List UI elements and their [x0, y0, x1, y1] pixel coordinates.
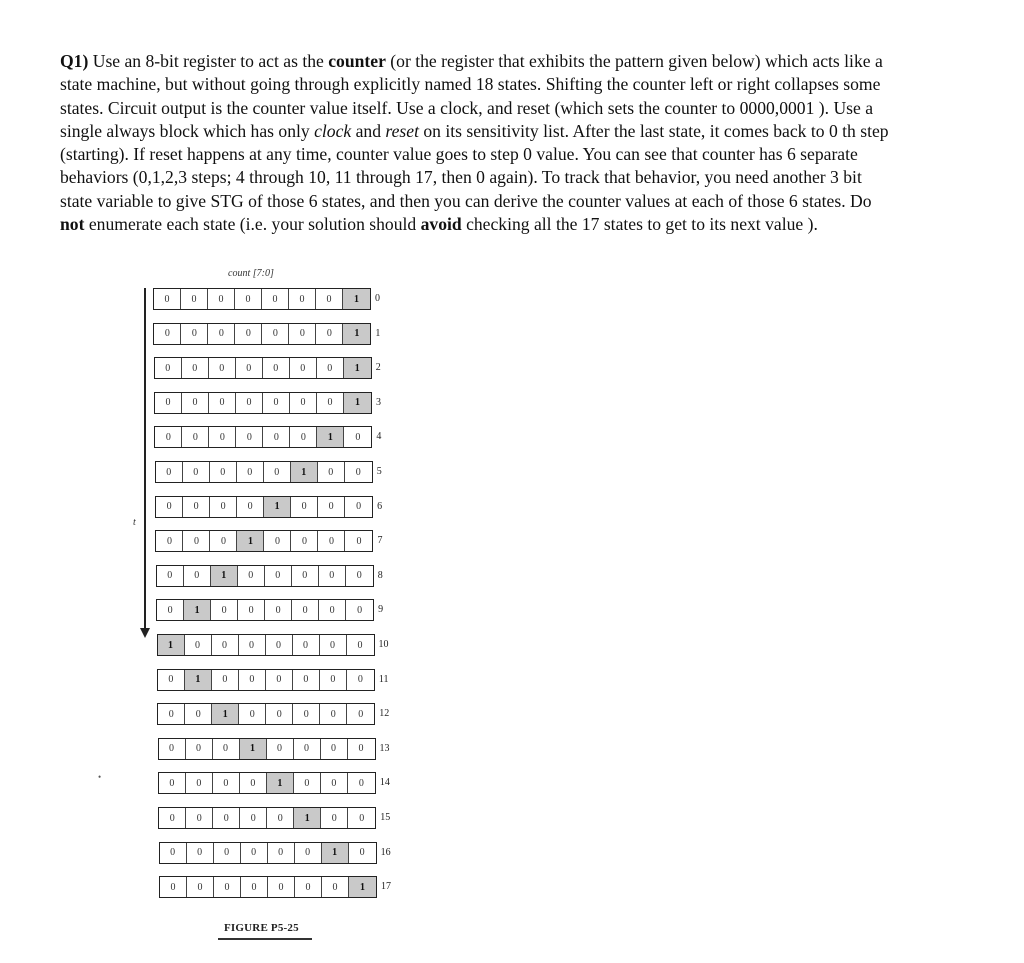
- bit-cell: 0: [316, 289, 343, 309]
- bit-cell: 0: [266, 635, 293, 655]
- bit-cell: 0: [263, 358, 290, 378]
- bit-cell: 0: [239, 670, 266, 690]
- bit-cell: 0: [267, 808, 294, 828]
- bit-cell: 0: [322, 877, 349, 897]
- bit-cell: 0: [293, 635, 320, 655]
- bit-cell: 0: [316, 324, 343, 344]
- bit-cell: 0: [211, 600, 238, 620]
- bit-cell: 0: [262, 289, 289, 309]
- bit-cell: 0: [359, 847, 365, 859]
- bit-cell: 0: [290, 427, 317, 447]
- time-arrow: [144, 288, 146, 630]
- bit-cell: 0: [268, 843, 295, 863]
- bit-cell: 0: [317, 358, 344, 378]
- step-number: 9: [378, 604, 384, 616]
- bit-cell: 1: [343, 289, 370, 309]
- question-segment: clock: [314, 120, 352, 141]
- bit-cell: 1: [212, 704, 239, 724]
- step-number: 15: [380, 812, 391, 823]
- bit-cell: 0: [235, 289, 262, 309]
- bit-cell: 1: [185, 670, 212, 690]
- bit-cell: 0: [293, 704, 320, 724]
- counter-row: [157, 634, 375, 656]
- bit-cell: 0: [293, 670, 320, 690]
- bit-cell: 0: [356, 535, 362, 547]
- bit-cell: 0: [155, 393, 182, 413]
- counter-row: [157, 703, 375, 725]
- question-segment: not: [60, 214, 85, 235]
- bit-cell: 0: [236, 393, 263, 413]
- bit-cell: 0: [239, 704, 266, 724]
- bit-cell: 0: [290, 358, 317, 378]
- bit-cell: 0: [156, 531, 183, 551]
- bit-cell: 0: [295, 877, 322, 897]
- bit-cell: 1: [158, 635, 185, 655]
- bit-cell: 0: [210, 462, 237, 482]
- bit-cell: 0: [267, 739, 294, 759]
- bit-cell: 1: [211, 566, 238, 586]
- bit-cell: 0: [157, 566, 184, 586]
- step-number: 4: [376, 431, 382, 443]
- step-number: 8: [377, 569, 383, 581]
- question-segment: checking all the 17 states to get to its next value ).: [461, 214, 818, 235]
- bit-cell: 0: [237, 497, 264, 517]
- bit-cell: 0: [239, 635, 266, 655]
- bit-cell: 0: [187, 843, 214, 863]
- bit-cell: 1: [237, 531, 264, 551]
- bit-cell: 0: [158, 670, 185, 690]
- bit-cell: 0: [266, 704, 293, 724]
- question-segment: (or the register that exhibits the pattern given below) which acts like a state machine, but without going through explicitly named 18 states. Shifting the counter left or right collapses some states. Circuit output is the counter value itself. Use a clock, and reset (which sets the counter to 0000,0001 ). Use a single always block which has only: [60, 51, 883, 141]
- bit-cell: 1: [344, 358, 371, 378]
- bit-cell: 0: [268, 877, 295, 897]
- bit-cell: 0: [355, 466, 361, 478]
- step-number: 2: [375, 362, 381, 374]
- bit-cell: 0: [185, 704, 212, 724]
- bit-cell: 0: [156, 497, 183, 517]
- bit-cell: 0: [357, 674, 363, 686]
- bit-cell: 0: [209, 427, 236, 447]
- bit-cell: 0: [265, 600, 292, 620]
- counter-row: [158, 772, 376, 794]
- step-number: 12: [379, 708, 390, 720]
- bit-cell: 0: [236, 427, 263, 447]
- bit-cell: 0: [160, 877, 187, 897]
- step-number: 7: [377, 535, 383, 547]
- bit-cell: 1: [344, 393, 371, 413]
- bit-cell: 0: [321, 739, 348, 759]
- bit-cell: 1: [349, 877, 376, 897]
- bit-cell: 0: [358, 743, 364, 755]
- bit-cell: 0: [292, 600, 319, 620]
- step-number: 10: [378, 639, 389, 650]
- question-segment: on its sensitivity list. After the last state, it comes back to 0 th step (starting). If reset happens at any time, counter value goes to step 0 value. You can see that counter has 6 separate behaviors (0,1,2,3 steps; 4 through 10, 11 through 17, then 0 again). To track that behavior, you need another 3 bit state variable to give STG of those 6 states, and then you can derive the counter values at each of those 6 states. Do: [60, 120, 889, 211]
- bit-cell: 0: [263, 393, 290, 413]
- counter-row: [155, 530, 373, 552]
- bit-cell: 0: [212, 670, 239, 690]
- counter-row: [154, 426, 372, 448]
- bit-cell: 1: [184, 600, 211, 620]
- question-segment: reset: [385, 120, 419, 141]
- bit-cell: 0: [263, 427, 290, 447]
- bit-cell: 1: [240, 739, 267, 759]
- bit-cell: 0: [359, 812, 365, 824]
- bit-cell: 0: [289, 289, 316, 309]
- bit-cell: 0: [318, 462, 345, 482]
- bit-cell: 0: [213, 739, 240, 759]
- bit-cell: 0: [186, 773, 213, 793]
- bit-cell: 0: [159, 808, 186, 828]
- question-label: Q1): [60, 51, 89, 71]
- step-number: 6: [377, 500, 383, 512]
- bit-cell: 0: [292, 566, 319, 586]
- bit-cell: 0: [213, 773, 240, 793]
- bit-cell: 0: [290, 393, 317, 413]
- step-number: 13: [379, 742, 390, 754]
- figure-caption-underline: [218, 938, 312, 940]
- bit-cell: 0: [321, 808, 348, 828]
- bit-cell: 0: [156, 462, 183, 482]
- bit-cell: 0: [160, 843, 187, 863]
- counter-row: [156, 599, 374, 621]
- bit-cell: 0: [184, 566, 211, 586]
- counter-row: [156, 565, 374, 587]
- count-label: count [7:0]: [228, 268, 274, 279]
- bit-cell: 0: [262, 324, 289, 344]
- bit-cell: 1: [294, 808, 321, 828]
- step-number: 14: [379, 777, 390, 789]
- bit-cell: 0: [238, 566, 265, 586]
- bit-cell: 1: [317, 427, 344, 447]
- question-segment: and: [351, 120, 386, 141]
- counter-row: [155, 496, 373, 518]
- question-segment: counter: [328, 51, 386, 71]
- bit-cell: 0: [355, 431, 361, 443]
- stray-mark: •: [98, 772, 102, 782]
- bit-cell: 0: [154, 289, 181, 309]
- bit-cell: 1: [267, 773, 294, 793]
- bit-cell: 0: [210, 497, 237, 517]
- step-number: 0: [375, 293, 380, 304]
- bit-cell: 0: [240, 773, 267, 793]
- bit-cell: 0: [321, 773, 348, 793]
- counter-row: [159, 842, 377, 864]
- question-segment: enumerate each state (i.e. your solution should: [84, 214, 421, 235]
- bit-cell: 1: [291, 462, 318, 482]
- bit-cell: 0: [155, 427, 182, 447]
- bit-cell: 0: [291, 497, 318, 517]
- bit-cell: 0: [241, 843, 268, 863]
- bit-cell: 0: [181, 289, 208, 309]
- bit-cell: 0: [264, 462, 291, 482]
- counter-row: [155, 461, 373, 483]
- bit-cell: 0: [214, 877, 241, 897]
- figure-caption: FIGURE P5-25: [224, 922, 299, 934]
- bit-cell: 1: [322, 843, 349, 863]
- bit-cell: 0: [209, 393, 236, 413]
- bit-cell: 0: [320, 670, 347, 690]
- step-number: 1: [375, 327, 381, 339]
- bit-cell: 0: [208, 324, 235, 344]
- bit-cell: 0: [320, 704, 347, 724]
- bit-cell: 0: [235, 324, 262, 344]
- bit-cell: 0: [182, 427, 209, 447]
- counter-row: [154, 357, 372, 379]
- bit-cell: 0: [183, 462, 210, 482]
- bit-cell: 0: [214, 843, 241, 863]
- bit-cell: 0: [294, 773, 321, 793]
- bit-cell: 0: [159, 739, 186, 759]
- counter-row: [157, 669, 375, 691]
- bit-cell: 0: [317, 393, 344, 413]
- time-arrow-head: [140, 628, 150, 638]
- bit-cell: 0: [186, 739, 213, 759]
- bit-cell: 0: [183, 531, 210, 551]
- bit-cell: 0: [182, 358, 209, 378]
- counter-row: [159, 876, 377, 898]
- bit-cell: 0: [289, 324, 316, 344]
- time-axis-label: t: [133, 517, 136, 528]
- bit-cell: 0: [358, 708, 364, 720]
- bit-cell: 0: [357, 639, 363, 651]
- bit-cell: 1: [343, 324, 370, 344]
- bit-cell: 0: [208, 289, 235, 309]
- bit-cell: 0: [357, 604, 363, 616]
- counter-row: [158, 807, 376, 829]
- bit-cell: 0: [155, 358, 182, 378]
- bit-cell: 0: [209, 358, 236, 378]
- bit-cell: 0: [264, 531, 291, 551]
- bit-cell: 0: [236, 358, 263, 378]
- step-number: 17: [380, 881, 391, 893]
- bit-cell: 0: [157, 600, 184, 620]
- step-number: 16: [380, 846, 391, 858]
- step-number: 3: [376, 396, 382, 408]
- bit-cell: 0: [265, 566, 292, 586]
- bit-cell: 0: [358, 777, 364, 789]
- bit-cell: 0: [183, 497, 210, 517]
- bit-cell: 0: [237, 462, 264, 482]
- bit-cell: 0: [238, 600, 265, 620]
- step-number: 5: [376, 466, 382, 477]
- bit-cell: 1: [264, 497, 291, 517]
- bit-cell: 0: [154, 324, 181, 344]
- bit-cell: 0: [240, 808, 267, 828]
- bit-cell: 0: [291, 531, 318, 551]
- counter-row: [154, 392, 372, 414]
- question-segment: avoid: [420, 214, 462, 235]
- bit-cell: 0: [320, 635, 347, 655]
- bit-cell: 0: [295, 843, 322, 863]
- step-number: 11: [378, 673, 389, 685]
- bit-cell: 0: [182, 393, 209, 413]
- bit-cell: 0: [158, 704, 185, 724]
- bit-cell: 0: [318, 497, 345, 517]
- bit-cell: 0: [185, 635, 212, 655]
- bit-cell: 0: [159, 773, 186, 793]
- bit-cell: 0: [356, 501, 362, 513]
- bit-cell: 0: [186, 808, 213, 828]
- bit-cell: 0: [294, 739, 321, 759]
- bit-cell: 0: [212, 635, 239, 655]
- bit-cell: 0: [241, 877, 268, 897]
- counter-row: [153, 288, 371, 310]
- bit-cell: 0: [356, 570, 362, 582]
- bit-cell: 0: [319, 566, 346, 586]
- bit-cell: 0: [187, 877, 214, 897]
- bit-cell: 0: [181, 324, 208, 344]
- bit-cell: 0: [318, 531, 345, 551]
- counter-row: [158, 738, 376, 760]
- bit-cell: 0: [210, 531, 237, 551]
- bit-cell: 0: [266, 670, 293, 690]
- bit-cell: 0: [319, 600, 346, 620]
- counter-row: [153, 323, 371, 345]
- question-segment: Use an 8-bit register to act as the: [88, 51, 329, 71]
- bit-cell: 0: [213, 808, 240, 828]
